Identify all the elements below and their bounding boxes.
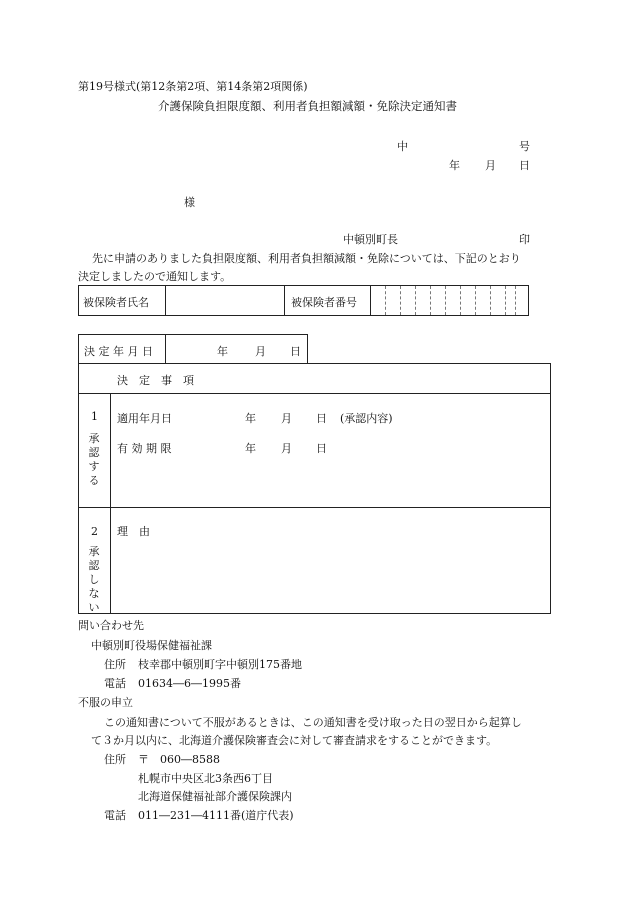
divider [370, 285, 371, 316]
document-title: 介護保険負担限度額、利用者負担額減額・免除決定通知書 [158, 99, 457, 113]
date-year: 年 [449, 159, 460, 172]
contact-heading: 問い合わせ先 [78, 619, 144, 632]
digit-divider [445, 286, 446, 315]
seal: 印 [519, 233, 530, 246]
applied-day: 日 [316, 412, 327, 425]
digit-divider [400, 286, 401, 315]
approve-label: 承認する [88, 432, 100, 487]
divider [78, 507, 551, 508]
appeal-text-2: て３か月以内に、北海道介護保険審査会に対して審査請求をすることができます。 [91, 734, 498, 747]
digit-divider [430, 286, 431, 315]
decision-day: 日 [290, 345, 301, 358]
appeal-heading: 不服の申立 [78, 696, 133, 709]
applied-year: 年 [245, 412, 256, 425]
divider [284, 285, 285, 316]
digit-divider [460, 286, 461, 315]
approve-number: 1 [91, 410, 98, 423]
digit-divider [475, 286, 476, 315]
number-prefix: 中 [397, 140, 408, 153]
applied-month: 月 [281, 412, 292, 425]
reject-number: 2 [91, 525, 98, 538]
appeal-address-2: 北海道保健福祉部介護保険課内 [138, 790, 292, 803]
approval-content-label: (承認内容) [340, 412, 393, 425]
number-suffix: 号 [519, 140, 530, 153]
decision-items-table [78, 363, 551, 614]
form-number: 第19号様式(第12条第2項、第14条第2項関係) [78, 80, 308, 93]
digit-divider [385, 286, 386, 315]
divider [165, 285, 166, 316]
appeal-text-1: この通知書について不服があるときは、この通知書を受け取った日の翌日から起算し [104, 716, 522, 729]
reason-label: 理 由 [117, 525, 150, 538]
intro-line-2: 決定しましたので通知します。 [78, 270, 232, 283]
appeal-address-label: 住所 [104, 753, 126, 766]
issuer: 中頓別町長 [343, 233, 398, 246]
decision-items-header: 決 定 事 項 [117, 374, 194, 387]
decision-date-label: 決 定 年 月 日 [84, 345, 153, 358]
digit-divider [505, 286, 506, 315]
contact-phone-label: 電話 [104, 677, 126, 690]
appeal-address-1: 札幌市中央区北3条西6丁目 [138, 772, 273, 785]
insured-name-label: 被保険者氏名 [83, 296, 149, 309]
digit-divider [515, 286, 516, 315]
date-month: 月 [485, 159, 496, 172]
validity-year: 年 [245, 442, 256, 455]
insured-number-label: 被保険者番号 [291, 296, 357, 309]
contact-address: 枝幸郡中頓別町字中頓別175番地 [138, 658, 302, 671]
digit-divider [415, 286, 416, 315]
validity-month: 月 [281, 442, 292, 455]
appeal-postal: 〒 060―8588 [138, 753, 220, 766]
date-day: 日 [519, 159, 530, 172]
divider [165, 334, 166, 364]
reject-label: 承認しない [88, 545, 100, 614]
contact-address-label: 住所 [104, 658, 126, 671]
contact-phone: 01634―6―1995番 [138, 677, 241, 690]
decision-month: 月 [255, 345, 266, 358]
intro-line-1: 先に申請のありました負担限度額、利用者負担額減額・免除については、下記のとおり [92, 252, 521, 265]
appeal-phone-label: 電話 [104, 809, 126, 822]
applied-date-label: 適用年月日 [117, 412, 172, 425]
contact-office: 中頓別町役場保健福祉課 [91, 639, 212, 652]
digit-divider [490, 286, 491, 315]
validity-label: 有 効 期 限 [117, 442, 172, 455]
appeal-phone: 011―231―4111番(道庁代表) [138, 809, 294, 822]
decision-year: 年 [217, 345, 228, 358]
divider [110, 393, 111, 614]
validity-day: 日 [316, 442, 327, 455]
divider [78, 393, 551, 394]
addressee-suffix: 様 [184, 196, 195, 209]
